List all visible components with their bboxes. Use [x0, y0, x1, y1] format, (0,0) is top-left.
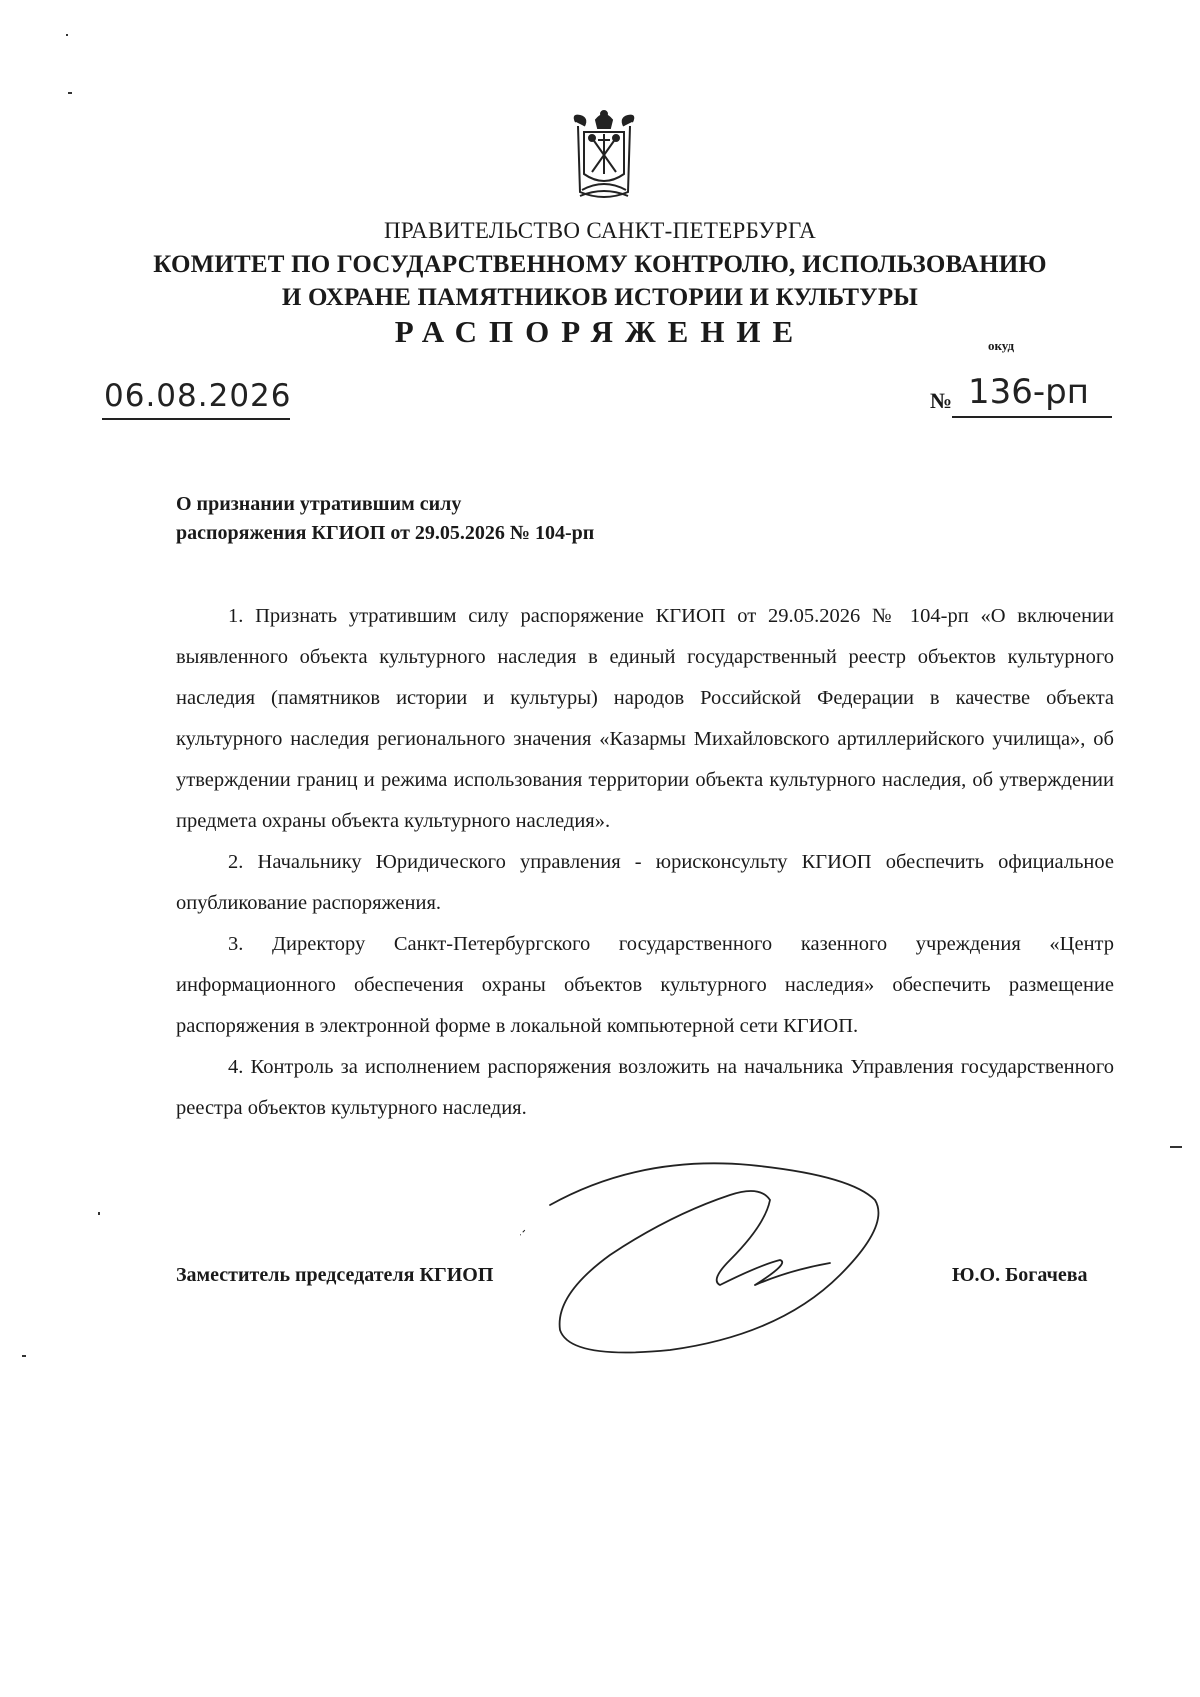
- scan-mark: [1170, 1146, 1182, 1148]
- subject-line2: распоряжения КГИОП от 29.05.2026 № 104-рп: [176, 522, 595, 544]
- scan-mark: [98, 1212, 100, 1215]
- committee-title: [0, 248, 1200, 314]
- number-underline: [952, 416, 1112, 418]
- clause-4: 4. Контроль за исполнением распоряжения возложить на начальника Управления государственного реестра объектов культурного наследия.: [176, 1056, 1114, 1119]
- okud-label: окуд: [988, 338, 1015, 353]
- government-title: ПРАВИТЕЛЬСТВО САНКТ-ПЕТЕРБУРГА: [383, 218, 817, 243]
- committee-title-line2: И ОХРАНЕ ПАМЯТНИКОВ ИСТОРИИ И КУЛЬТУРЫ: [281, 284, 919, 311]
- clause-2: 2. Начальнику Юридического управления - юрисконсульту КГИОП обеспечить официальное опубликование распоряжения.: [176, 851, 1114, 914]
- document-type: РАСПОРЯЖЕНИЕ: [394, 314, 806, 349]
- handwritten-signature: [520, 1145, 940, 1365]
- document-date: 06.08.2026: [104, 378, 292, 414]
- document-subject: [176, 490, 594, 548]
- signer-name: Ю.О. Богачева: [952, 1264, 1088, 1286]
- coat-of-arms-icon: [566, 108, 642, 204]
- signer-title: Заместитель председателя КГИОП: [176, 1264, 494, 1286]
- number-sign: №: [930, 388, 953, 413]
- document-body: [176, 596, 1114, 1129]
- scan-mark: [66, 34, 68, 36]
- clause-1: 1. Признать утратившим силу распоряжение КГИОП от 29.05.2026 № 104-рп «О включении выявленного объекта культурного наследия в единый государственный реестр объектов культурного наследия (памятников истории и культуры) народов Российской Федерации в качестве объекта культурного наследия регионального значения «Казармы Михайловского артиллерийского училища», об утверждении границ и режима использования территории объекта культурного наследия, об утверждении предмета охраны объекта культурного наследия».: [176, 605, 1114, 832]
- clause-3: 3. Директору Санкт-Петербургского государственного казенного учреждения «Центр информационного обеспечения охраны объектов культурного наследия» обеспечить размещение распоряжения в электронной форме в локальной компьютерной сети КГИОП.: [176, 933, 1114, 1037]
- scan-mark: [22, 1355, 26, 1357]
- committee-title-line1: КОМИТЕТ ПО ГОСУДАРСТВЕННОМУ КОНТРОЛЮ, ИСПОЛЬЗОВАНИЮ: [153, 251, 1047, 278]
- scan-mark: [68, 92, 72, 94]
- document-number: 136-рп: [968, 372, 1089, 412]
- subject-line1: О признании утратившим силу: [176, 493, 462, 515]
- date-underline: [102, 418, 290, 420]
